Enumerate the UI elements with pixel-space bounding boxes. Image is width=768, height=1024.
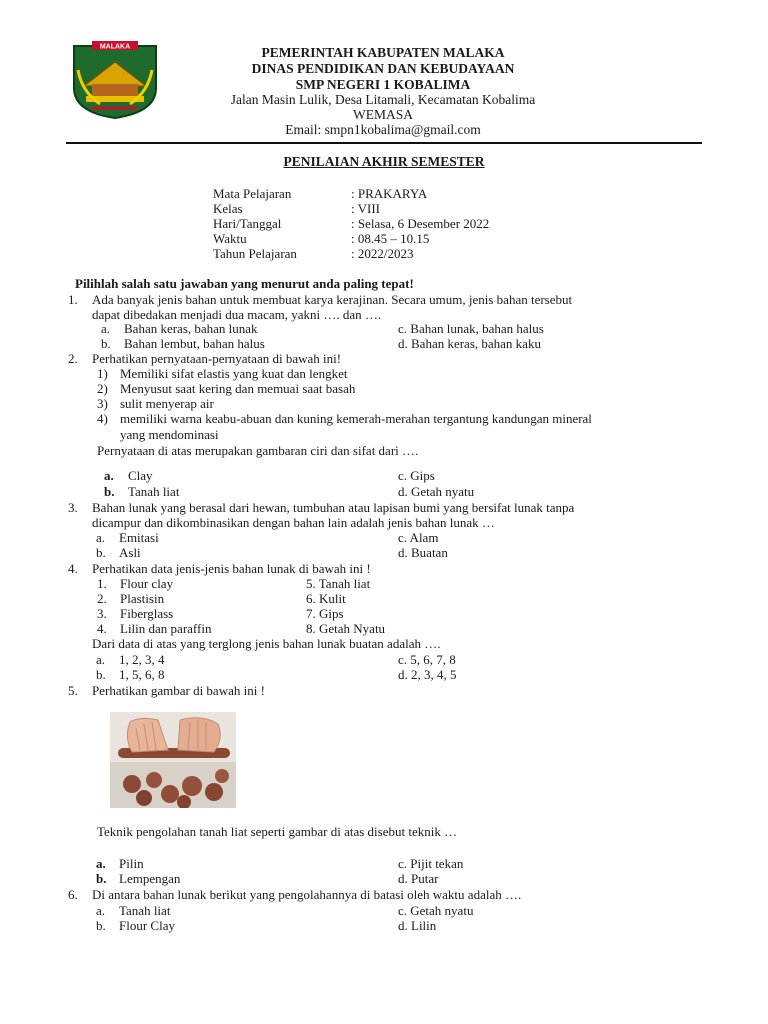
option-c: c. Alam (398, 530, 439, 545)
option-a: Clay (128, 468, 153, 483)
option-d: d. 2, 3, 4, 5 (398, 667, 457, 682)
letterhead-school: SMP NEGERI 1 KOBALIMA (295, 77, 471, 92)
option-letter: b. (96, 918, 106, 933)
list-item: sulit menyerap air (120, 396, 214, 411)
letterhead-address: Jalan Masin Lulik, Desa Litamali, Kecamatan Kobalima (230, 92, 536, 107)
option-letter: b. (96, 545, 106, 560)
list-item: 6. Kulit (306, 591, 346, 606)
list-number: 1) (97, 366, 108, 381)
option-c: c. Pijit tekan (398, 856, 464, 871)
option-d: d. Lilin (398, 918, 437, 933)
option-letter: a. (96, 903, 106, 918)
exam-title: PENILAIAN AKHIR SEMESTER (283, 154, 485, 169)
option-a: Bahan keras, bahan lunak (124, 321, 258, 336)
info-label: Tahun Pelajaran (213, 246, 297, 261)
list-item: Fiberglass (120, 606, 174, 621)
option-a: Tanah liat (119, 903, 171, 918)
question-stem: Pernyataan di atas merupakan gambaran ciri dan sifat dari …. (97, 443, 419, 458)
option-letter: b. (96, 871, 107, 886)
option-letter: b. (96, 667, 106, 682)
question-text: dicampur dan dikombinasikan dengan bahan lain adalah jenis bahan lunak … (92, 515, 495, 530)
option-letter: b. (101, 336, 111, 351)
option-letter: a. (96, 530, 106, 545)
list-number: 4) (97, 411, 108, 426)
list-number: 2. (97, 591, 107, 606)
list-item: Menyusut saat kering dan memuai saat basah (120, 381, 356, 396)
list-item: 8. Getah Nyatu (306, 621, 386, 636)
info-value: : VIII (351, 201, 381, 216)
letterhead-divider (66, 142, 702, 144)
option-b: Lempengan (119, 871, 181, 886)
info-label: Waktu (213, 231, 247, 246)
question-number: 4. (68, 561, 78, 576)
list-item: 5. Tanah liat (306, 576, 371, 591)
option-b: Asli (119, 545, 141, 560)
letterhead-government: PEMERINTAH KABUPATEN MALAKA (261, 45, 505, 60)
list-number: 2) (97, 381, 108, 396)
option-c: c. Gips (398, 468, 435, 483)
question-stem: Dari data di atas yang terglong jenis bahan lunak buatan adalah …. (92, 636, 441, 651)
list-number: 4. (97, 621, 107, 636)
list-number: 3. (97, 606, 107, 621)
option-d: d. Buatan (398, 545, 448, 560)
option-d: d. Putar (398, 871, 439, 886)
info-label: Hari/Tanggal (213, 216, 282, 231)
question-text: dapat dibedakan menjadi dua macam, yakni …. dan …. (92, 307, 382, 322)
option-b: Bahan lembut, bahan halus (124, 336, 265, 351)
option-b: Flour Clay (119, 918, 175, 933)
list-number: 1. (97, 576, 107, 591)
question-number: 3. (68, 500, 78, 515)
clay-rolling-photo (110, 712, 236, 808)
list-item: 7. Gips (306, 606, 344, 621)
question-text: Ada banyak jenis bahan untuk membuat karya kerajinan. Secara umum, jenis bahan tersebut (92, 292, 573, 307)
list-item: Flour clay (120, 576, 174, 591)
question-stem: Teknik pengolahan tanah liat seperti gambar di atas disebut teknik … (97, 824, 458, 839)
letterhead-email: Email: smpn1kobalima@gmail.com (285, 122, 481, 137)
list-item: Plastisin (120, 591, 165, 606)
question-text: Perhatikan pernyataan-pernyataan di bawah ini! (92, 351, 342, 366)
regency-logo (70, 40, 160, 120)
option-letter: a. (96, 856, 106, 871)
option-c: c. Getah nyatu (398, 903, 474, 918)
list-number: 3) (97, 396, 108, 411)
info-value: : 08.45 – 10.15 (351, 231, 430, 246)
instruction: Pilihlah salah satu jawaban yang menurut anda paling tepat! (75, 276, 414, 291)
question-number: 5. (68, 683, 78, 698)
question-number: 6. (68, 887, 78, 902)
list-item: Memiliki sifat elastis yang kuat dan lengket (120, 366, 348, 381)
info-value: : Selasa, 6 Desember 2022 (351, 216, 490, 231)
letterhead-department: DINAS PENDIDIKAN DAN KEBUDAYAAN (251, 61, 515, 76)
option-a: 1, 2, 3, 4 (119, 652, 165, 667)
option-d: d. Getah nyatu (398, 484, 475, 499)
option-b: 1, 5, 6, 8 (119, 667, 165, 682)
option-d: d. Bahan keras, bahan kaku (398, 336, 541, 351)
question-text: Perhatikan gambar di bawah ini ! (92, 683, 265, 698)
option-letter: a. (96, 652, 106, 667)
option-c: c. Bahan lunak, bahan halus (398, 321, 544, 336)
option-a: Pilin (119, 856, 144, 871)
info-label: Kelas (213, 201, 243, 216)
list-item: memiliki warna keabu-abuan dan kuning kemerah-merahan tergantung kandungan mineral (120, 411, 592, 426)
list-item: Lilin dan paraffin (120, 621, 212, 636)
option-letter: a. (104, 468, 114, 483)
info-value: : 2022/2023 (351, 246, 414, 261)
question-text: Bahan lunak yang berasal dari hewan, tumbuhan atau lapisan bumi yang bersifat lunak tanpa (92, 500, 575, 515)
svg-text:MALAKA: MALAKA (99, 43, 131, 51)
option-a: Emitasi (119, 530, 159, 545)
option-letter: b. (104, 484, 115, 499)
option-b: Tanah liat (128, 484, 180, 499)
question-text: Di antara bahan lunak berikut yang pengolahannya di batasi oleh waktu adalah …. (92, 887, 522, 902)
question-number: 2. (68, 351, 78, 366)
option-c: c. 5, 6, 7, 8 (398, 652, 456, 667)
info-label: Mata Pelajaran (213, 186, 292, 201)
list-item-continued: yang mendominasi (120, 427, 219, 442)
info-value: : PRAKARYA (351, 186, 428, 201)
question-number: 1. (68, 292, 78, 307)
letterhead-place: WEMASA (353, 107, 413, 122)
option-letter: a. (101, 321, 111, 336)
question-text: Perhatikan data jenis-jenis bahan lunak di bawah ini ! (92, 561, 371, 576)
